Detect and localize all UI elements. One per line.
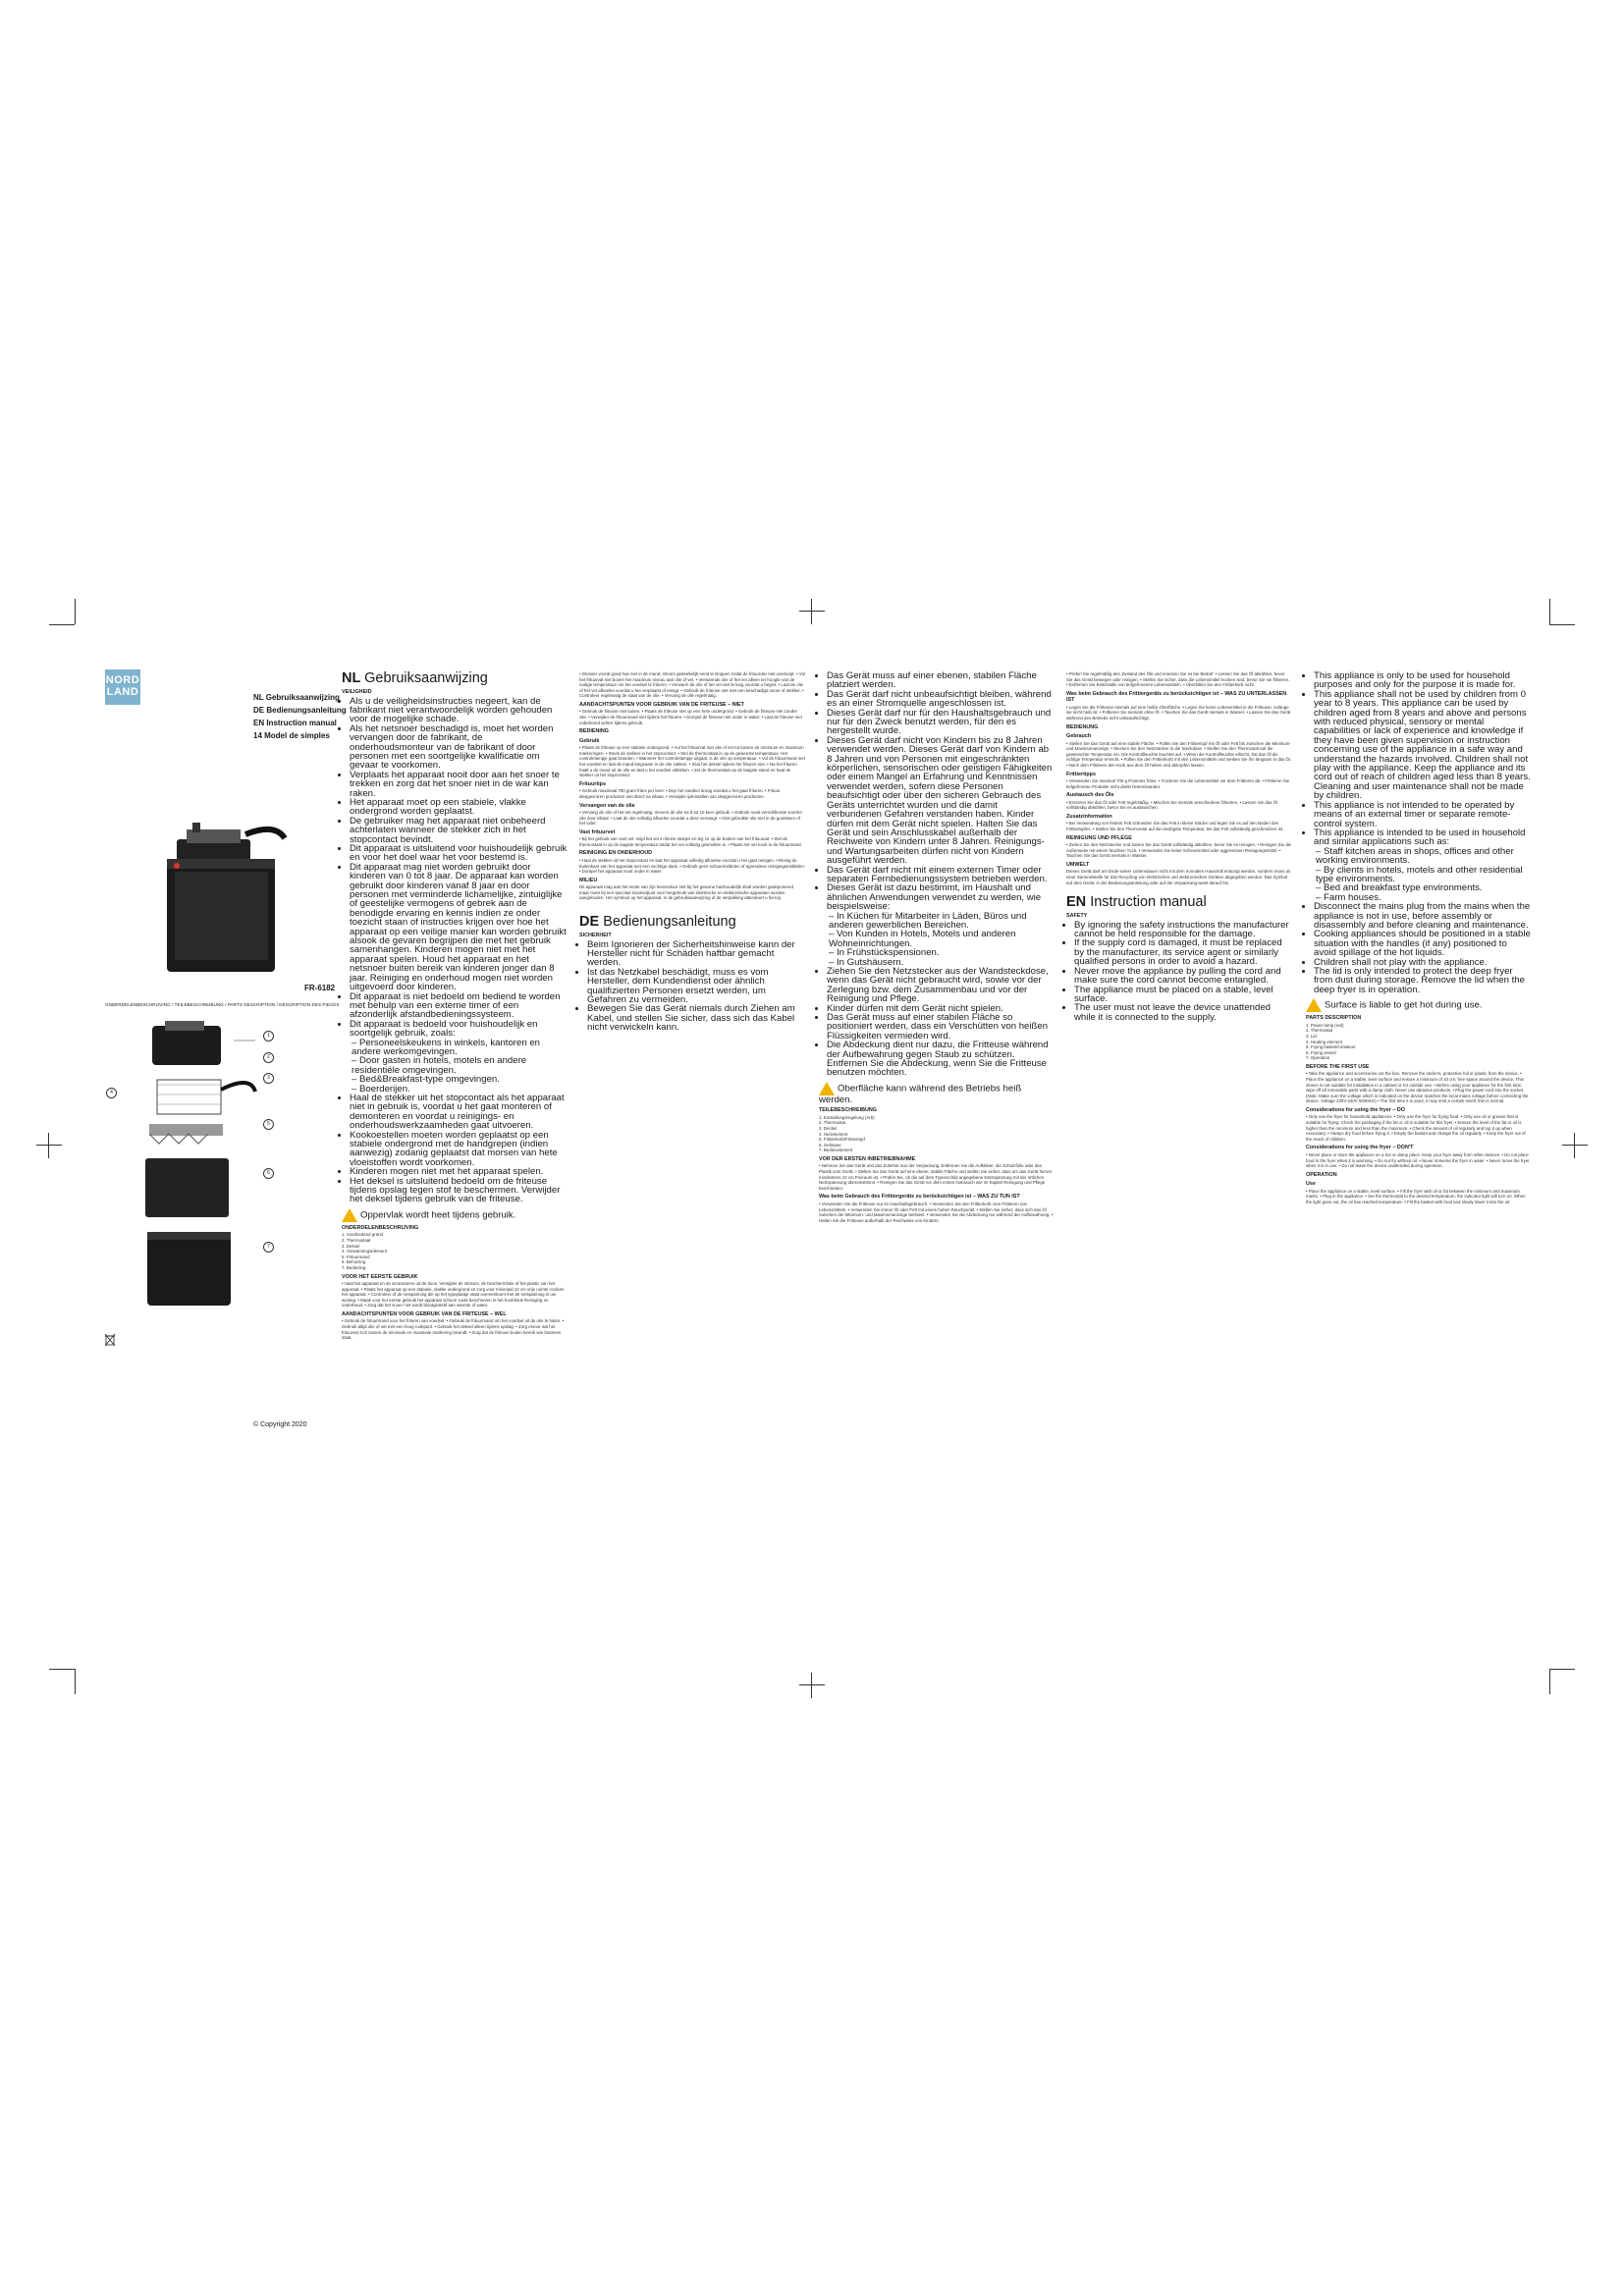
callout-2: 2: [263, 1052, 274, 1063]
crop-mark: [75, 599, 76, 624]
en-safety-list: [1066, 921, 1292, 1022]
en-parts-list: 1. Power lamp (red) 2. Thermostat 3. Lid 4. Heating element 5. Frying basket/container 6. Frying vessel 7. Operation: [1306, 1022, 1356, 1061]
en-op-text: • Place the appliance on a stable, level surface. • Fill the fryer with oil or fat between the minimum and maximum marks. • Plug in the appliance. • Set the thermostat to the desired temperature; the indicator light will turn on. When the light goes out, the oil has reached temperature. • Fill the basket with food and slowly lower it into the oil.: [1306, 1188, 1526, 1204]
list-item: • Die Abdeckung dient nur dazu, die Fritteuse während der Aufbewahrung gegen Staub zu schützen. Entfernen Sie die Abdeckung, wenn Sie die Fritteuse benutzen möchten.: [827, 1041, 1055, 1078]
nl-fat-heading: Vast frituurvet: [579, 828, 616, 835]
en-safety-heading: SAFETY: [1066, 913, 1088, 920]
nl-env-text: Dit apparaat mag aan het einde van zijn levensduur niet bij het gewone huishoudelijk afval worden gedeponeerd, maar moet bij een speciaal inzamelpunt voor hergebruik van elektrische en elektronische apparaten worden aangeboden. Het symbool op het apparaat, in de gebruiksaanwijzing of de verpakking attendeert u hierop.: [579, 884, 795, 901]
de-use-dont-heading: Was beim Gebrauch des Frittiergeräts zu berücksichtigen ist – WAS ZU UNTERLASSEN IST: [1066, 690, 1287, 704]
callout-1: 1: [263, 1031, 274, 1041]
crop-mark: [1549, 599, 1550, 624]
list-item: • Kookoestellen moeten worden geplaatst op een stabiele ondergrond met de handgrepen (indien aanwezig) zodanig geplaatst dat morsen van hete vloeistoffen wordt voorkomen.: [350, 1131, 568, 1168]
en-safety-list-2: [1306, 902, 1532, 994]
nl-parts-heading: ONDERDELENBESCHRIJVING: [342, 1224, 419, 1231]
registration-mark: [1562, 1133, 1588, 1158]
en-op-heading: OPERATION: [1306, 1171, 1337, 1178]
list-item: • Das Gerät darf nicht mit einem externen Timer oder separaten Fernbedienungssystem betrieben werden.: [827, 866, 1055, 884]
de-env-text: Dieses Gerät darf am Ende seiner Lebensdauer nicht mit dem normalen Hausmüll entsorgt werden, sondern muss an einer Sammelstelle für das Recycling von elektrischen und elektronischen Geräten abgegeben werden. Das Symbol auf dem Gerät, in der Bedienungsanleitung oder auf der Verpackung weist darauf hin.: [1066, 869, 1291, 885]
en-dont-heading: Considerations for using the fryer – DON'T: [1306, 1145, 1414, 1151]
nl-safety-heading: VEILIGHEID: [342, 689, 372, 695]
weee-bin-icon: [104, 1333, 116, 1347]
registration-mark: [799, 1673, 825, 1698]
list-item: • Het deksel is uitsluitend bedoeld om de friteuse tijdens opslag tegen stof te beschermen. Verwijder het deksel tijdens gebruik van de friteuse.: [350, 1177, 568, 1204]
language-menu: [253, 691, 347, 742]
en-safety-list-cont: [1306, 671, 1532, 847]
callout-3: 3: [263, 1073, 274, 1084]
list-item: • Het apparaat moet op een stabiele, vlakke ondergrond worden geplaatst.: [350, 798, 568, 817]
list-item: • Dieses Gerät ist dazu bestimmt, im Haushalt und ähnlichen Anwendungen verwendet zu werden, wie beispielsweise:: [827, 883, 1055, 911]
nl-clean-text: • Haal de stekker uit het stopcontact en laat het apparaat volledig afkoelen voordat u het gaat reinigen. • Reinig de buitenkant van het apparaat met een vochtige doek. • Gebruik geen schuurmiddelen of agressieve reinigingsmiddelen. • Dompel het apparaat nooit onder in water.: [579, 857, 805, 875]
nl-use-text: • Plaats de friteuse op een stabiele ondergrond. • Vul het frituurvat met olie of vet tot tussen de minimum en maximum markeringen. • Steek de stekker in het stopcontact. • Stel de thermostaat in op de gewenste temperatuur. Het controlelampje gaat branden. • Wanneer het controlelampje uitgaat, is de olie op temperatuur. • Vul de frituurmand met het voedsel en laat de mand langzaam in de olie zakken. • Sluit het deksel tijdens het frituren niet. • Na het frituren haalt u de mand uit de olie en laat u het voedsel uitlekken. • Zet de thermostaat op de laagste stand en haal de stekker uit het stopcontact.: [579, 745, 805, 778]
de-hot-surface: Oberfläche kann während des Betriebs heiß werden.: [819, 1083, 1022, 1105]
de-use-sub: Gebrauch: [1066, 733, 1092, 740]
nl-first-use-text: • Haal het apparaat en de accessoires uit de doos. Verwijder de stickers, de beschermfolie of het plastic van het apparaat. • Plaats het apparaat op een stabiele, vlakke ondergrond en zorg voor minimaal 10 cm vrije ruimte rondom het apparaat. • Controleer of de netspanning die op het typeplaatje staat overeenkomt met de netspanning in uw woning. • Maak voor het eerste gebruik het apparaat schoon zoals beschreven in het hoofdstuk Reiniging en onderhoud. • Zorg dat het snoer niet wordt blootgesteld aan warmte of water.: [342, 1281, 565, 1308]
de-safety-heading: SICHERHEIT: [579, 933, 612, 939]
en-heading: EN Instruction manual: [1066, 894, 1207, 911]
nl-tips-text: • Gebruik maximaal 700 gram frites per keer. • Dep het voedsel droog voordat u het gaat frituren. • Frituur diepgevroren producten niet direct na elkaar. • Verwijder ijskristallen van diepgevroren producten.: [579, 788, 781, 799]
list-item: • The appliance must be placed on a stable, level surface.: [1074, 986, 1292, 1004]
de-fat-heading: Zusatzinformation: [1066, 813, 1112, 820]
list-item: • Dit apparaat is uitsluitend voor huishoudelijk gebruik en voor het doel waar het voor bestemd is.: [350, 844, 568, 863]
de-clean-text: • Ziehen Sie den Netzstecker und lassen Sie das Gerät vollständig abkühlen, bevor Sie es reinigen. • Reinigen Sie die Außenseite mit einem feuchten Tuch. • Verwenden Sie keine Scheuermittel oder aggressiven Reinigungsmittel. • Tauchen Sie das Gerät niemals in Wasser.: [1066, 842, 1292, 859]
nl-tips-heading: Frituurtips: [579, 780, 606, 787]
nl-oil-text: • Vervang de olie of het vet regelmatig. Ververs de olie na 8 tot 10 keer gebruik. • Gebruik nooit verschillende soorten olie door elkaar. • Laat de olie volledig afkoelen voordat u deze vervangt. • Giet gebruikte olie niet in de gootsteen of het toilet.: [579, 810, 802, 827]
exploded-diagram: [118, 1021, 275, 1315]
crop-mark: [75, 1669, 76, 1694]
crop-mark: [49, 624, 75, 625]
figure-caption: ONDERDELENBESCHRIJVING / TEILEBESCHREIBUNG / PARTS DESCRIPTION / DESCRIPTION DES PIECES: [105, 1002, 340, 1007]
crop-mark: [1549, 1669, 1575, 1670]
fryer-product-image: [147, 805, 304, 987]
list-item: • The lid is only intended to protect the deep fryer from dust during storage. Remove the lid when the deep fryer is in operation.: [1314, 967, 1532, 994]
nl-attention-not-text: • Gebruik de friteuse niet buiten. • Plaats de friteuse niet op een hete ondergrond. • Gebruik de friteuse niet zonder olie. • Verwijder de frituurmand niet tijdens het frituren. • Dompel de friteuse niet onder in water. • Laat de friteuse niet onbeheerd achter tijdens gebruik.: [579, 709, 802, 725]
en-sub-list: – Staff kitchen areas in shops, offices and other working environments. – By clients in hotels, motels and other residential type environments. – Bed and breakfast type environments. – Farm houses.: [1316, 845, 1523, 903]
de-fat-text: • Bei Verwendung von festem Fett schneiden Sie das Fett in kleine Stücke und legen Sie es auf den Boden des Frittiertopfes. • Stellen Sie den Thermostat auf die niedrigste Temperatur, bis das Fett vollständig geschmolzen ist.: [1066, 821, 1284, 831]
de-column-4: [1066, 671, 1292, 1022]
list-item: • Das Gerät darf nicht unbeaufsichtigt bleiben, während es an einer Stromquelle angeschlossen ist.: [827, 690, 1055, 709]
warning-icon: [342, 1208, 357, 1222]
list-item: • Haal de stekker uit het stopcontact als het apparaat niet in gebruik is, voordat u het gaat monteren of demonteren en voordat u reinigings- en onderhoudswerkzaamheden gaat uitvoeren.: [350, 1094, 568, 1131]
de-use-do-heading: Was beim Gebrauch des Frittiergeräts zu berücksichtigen ist – WAS ZU TUN IST: [819, 1194, 1020, 1201]
en-section: [1066, 895, 1292, 1022]
de-section: [579, 915, 805, 1033]
nl-use-sub: Gebruik: [579, 737, 600, 744]
de-clean-heading: REINIGUNG UND PFLEGE: [1066, 834, 1132, 841]
list-item: • Das Gerät muss auf einer ebenen, stabilen Fläche platziert werden.: [827, 671, 1055, 690]
list-item: • Dieses Gerät darf nicht von Kindern bis zu 8 Jahren verwendet werden. Dieses Gerät darf von Kindern ab 8 Jahren und von Personen mit eingeschränkten körperlichen, sensorischen oder geistigen Fähigkeiten oder einem Mangel an Erfahrung und Kenntnissen verwendet werden, sofern diese Personen beaufsichtigt oder über den sicheren Gebrauch des Geräts unterrichtet wurden und die damit verbundenen Gefahren verstanden haben. Kinder dürfen mit dem Gerät nicht spielen. Halten Sie das Gerät und sein Anschlusskabel außerhalb der Reichweite von Kindern unter 8 Jahren. Reinigungs- und Wartungsarbeiten dürfen nicht von Kindern ausgeführt werden.: [827, 736, 1055, 866]
brand-logo: NORD LAND: [105, 669, 140, 705]
de-oil-text: • Ersetzen Sie das Öl oder Fett regelmäßig. • Mischen Sie niemals verschiedene Ölsorten. • Lassen Sie das Öl vollständig abkühlen, bevor Sie es austauschen.: [1066, 799, 1277, 811]
list-item: • Dit apparaat mag niet worden gebruikt door kinderen van 0 tot 8 jaar. De apparaat kan worden gebruikt door kinderen vanaf 8 jaar en door personen met verminderde lichamelijke, zintuiglijke of geestelijke vermogens of gebrek aan de benodigde ervaring en kennis indien ze onder toezicht staan of instructies krijgen over hoe het apparaat op een veilige manier kan worden gebruikt alsook de gevaren begrijpen die met het gebruik samenhangen. Kinderen mogen niet met het apparaat spelen. Houd het apparaat en het netsnoer buiten bereik van kinderen jonger dan 8 jaar. Reiniging en onderhoud mogen niet worden uitgevoerd door kinderen.: [350, 863, 568, 992]
model-number: FR-6182: [304, 984, 336, 992]
de-first-use-heading: VOR DER ERSTEN INBETRIEBNAHME: [819, 1155, 916, 1162]
de-env-heading: UMWELT: [1066, 861, 1090, 868]
callout-4: 4: [106, 1088, 117, 1098]
list-item: • This appliance is intended to be used in household and similar applications such as:: [1314, 828, 1532, 847]
nl-first-use-heading: VOOR HET EERSTE GEBRUIK: [342, 1273, 418, 1280]
en-first-use-heading: BEFORE THE FIRST USE: [1306, 1063, 1370, 1070]
nl-attention-not-heading: AANDACHTSPUNTEN VOOR GEBRUIK VAN DE FRITEUSE – NIET: [579, 701, 744, 708]
de-use-dont-text: • Legen Sie die Fritteuse niemals auf eine heiße Oberfläche. • Legen Sie keine Lebensmittel in die Fritteuse, solange sie nicht heiß ist. • Frittieren Sie niemals ohne Öl. • Tauchen Sie das Gerät niemals in Wasser. • Lassen Sie das Gerät während des Betriebs nicht unbeaufsichtigt.: [1066, 704, 1291, 721]
nl-safety-list: [342, 697, 568, 1039]
list-item: • Disconnect the mains plug from the mains when the appliance is not in use, before assembly or disassembly and before cleaning and maintenance.: [1314, 902, 1532, 930]
list-item: • Ziehen Sie den Netzstecker aus der Wandsteckdose, wenn das Gerät nicht gebraucht wird, sowie vor der Zerlegung bzw. dem Zusammenbau und vor der Reinigung und Pflege.: [827, 967, 1055, 1004]
nl-oil-heading: Vervangen van de olie: [579, 802, 635, 809]
list-item: • Cooking appliances should be positioned in a stable situation with the handles (if any) positioned to avoid spillage of the hot liquids.: [1314, 930, 1532, 957]
menu-item-model: 14 Model de simples: [253, 731, 330, 740]
list-item: • This appliance is only to be used for household purposes and only for the purpose it is made for.: [1314, 671, 1532, 690]
nl-column-1: [342, 671, 568, 1341]
nl-safety-list-2: [342, 1094, 568, 1204]
de-use-do-text: • Verwenden Sie die Fritteuse nur im Haushaltsgebrauch. • Verwenden Sie den Frittierkorb zum Frittieren von Lebensmitteln. • Verwenden Sie immer Öl oder Fett mit einem hohen Rauchpunkt. • Stellen Sie sicher, dass sich das Öl zwischen der Minimum- und Maximumanzeige befindet. • Verwenden Sie die Abdeckung nur während der Aufbewahrung. • Halten Sie die Fritteuse außerhalb der Reichweite von Kindern.: [819, 1201, 1054, 1223]
nl-column-2: [579, 671, 805, 1033]
crop-mark: [49, 1669, 75, 1670]
menu-item-de: DE Bedienungsanleitung: [253, 706, 347, 715]
list-item: • Never move the appliance by pulling the cord and make sure the cord cannot become entangled.: [1074, 967, 1292, 986]
de-heading: DE Bedienungsanleitung: [579, 914, 736, 931]
nl-clean-heading: REINIGING EN ONDERHOUD: [579, 850, 652, 857]
callout-7: 7: [263, 1242, 274, 1253]
list-item: • The user must not leave the device unattended while it is connected to the supply.: [1074, 1003, 1292, 1022]
nl-attention-heading: AANDACHTSPUNTEN VOOR GEBRUIK VAN DE FRITEUSE – WEL: [342, 1310, 507, 1317]
list-item: • By ignoring the safety instructions the manufacturer cannot be held responsible for the damage.: [1074, 921, 1292, 939]
en-do-heading: Considerations for using the fryer – DO: [1306, 1106, 1405, 1113]
en-do-text: • Only use the fryer for household appliances. • Only use the fryer for frying food. • Only use oil or grease that is suitable for frying. Check the packaging if the fat or oil is suitable for this fryer. • Ensure the level of the fat or oil is higher than the minimum and less than the maximum. • Check the amount of oil regularly and top it up when necessary. • Always dry food before frying it. • Empty the basket and change the oil regularly. • Keep the fryer out of the reach of children.: [1306, 1114, 1526, 1142]
de-tips-heading: Frittiertipps: [1066, 771, 1096, 777]
crop-mark: [1549, 1669, 1550, 1694]
list-item: • Ist das Netzkabel beschädigt, muss es vom Hersteller, dem Kundendienst oder ähnlich qualifizierten Personen ersetzt werden, um Gefahren zu vermeiden.: [587, 968, 805, 1005]
en-op-sub: Use: [1306, 1181, 1316, 1188]
registration-mark: [799, 599, 825, 624]
list-item: • De gebruiker mag het apparaat niet onbeheerd achterlaten wanneer de stekker zich in het stopcontact bevindt.: [350, 817, 568, 844]
de-safety-list: [579, 940, 805, 1033]
copyright: © Copyright 2020: [253, 1421, 307, 1428]
list-item: • Als het netsnoer beschadigd is, moet het worden vervangen door de fabrikant, de onderhoudsmonteur van de fabrikant of door personen met een soortgelijke kwalificatie om gevaar te voorkomen.: [350, 724, 568, 771]
de-first-use-text: • Nehmen Sie das Gerät und das Zubehör aus der Verpackung. Entfernen Sie die Aufkleber, die Schutzfolie oder das Plastik vom Gerät. • Stellen Sie das Gerät auf eine ebene, stabile Fläche und stellen Sie sicher, dass um das Gerät herum mindestens 10 cm Freiraum ist. • Prüfen Sie, ob die auf dem Typenschild angegebene Netzspannung mit der örtlichen Netzspannung übereinstimmt. • Reinigen Sie das Gerät vor dem ersten Gebrauch wie im Kapitel Reinigung und Pflege beschrieben.: [819, 1163, 1053, 1191]
de-parts-heading: TEILEBESCHREIBUNG: [819, 1107, 878, 1114]
registration-mark: [36, 1133, 62, 1158]
de-use-heading: BEDIENUNG: [1066, 723, 1099, 730]
de-parts-list: 1. Einstellungsregelung (Arb) 2. Thermostat 3. Deckel 4. Heizelement 5. Frittierkorb/Frittiertopf 6. Gehäuse 7. Bedienelement: [819, 1114, 875, 1153]
de-use-do-cont: • Prüfen Sie regelmäßig den Zustand des Öls und ersetzen Sie es bei Bedarf. • Lassen Sie das Öl abkühlen, bevor Sie das Gerät bewegen oder reinigen. • Stellen Sie sicher, dass die Lebensmittel trocken sind, bevor Sie sie frittieren. • Entfernen Sie Eiskristalle von tiefgefrorenen Lebensmitteln. • Überfüllen Sie den Frittierkorb nicht.: [1066, 671, 1290, 688]
nl-fat-text: • Bij het gebruik van vast vet: snijd het vet in kleine stukjes en leg ze op de bodem van het frituurvat. • Stel de thermostaat in op de laagste temperatuur totdat het vet volledig gesmolten is. • Plaats het vet nooit in de frituurmand.: [579, 836, 802, 847]
list-item: • Dit apparaat is niet bedoeld om bediend te worden met behulp van een externe timer of een afzonderlijk afstandbedieningssysteem.: [350, 992, 568, 1020]
list-item: • This appliance is not intended to be operated by means of an external timer or separate remote-control system.: [1314, 801, 1532, 828]
en-hot-surface: Surface is liable to get hot during use.: [1306, 998, 1532, 1012]
en-dont-text: • Never place or store the appliance on a hot or damp place. Keep your fryer away from other devices. • Do not place food in the fryer when it is warming. • Do not fry without oil. • Never immerse the fryer in water. • Never move the fryer when it is in use. • Do not leave the device unattended during operation.: [1306, 1151, 1530, 1169]
warning-icon: [1306, 998, 1322, 1012]
list-item: • If the supply cord is damaged, it must be replaced by the manufacturer, its service agent or similarly qualified persons in order to avoid a hazard.: [1074, 938, 1292, 966]
crop-mark: [1549, 624, 1575, 625]
list-item: • This appliance shall not be used by children from 0 year to 8 years. This appliance can be used by children aged from 8 years and above and persons with reduced physical, sensory or mental capabilities or lack of experience and knowledge if they have been given supervision or instruction concerning use of the appliance in a safe way and understand the hazards involved. Children shall not play with the appliance. Keep the appliance and its cord out of reach of children aged less than 8 years. Cleaning and user maintenance shall not be made by children.: [1314, 690, 1532, 801]
nl-attention-text: • Gebruik de frituurmand voor het frituren van voedsel. • Gebruik de frituurmand om het voedsel uit de olie te halen. • Gebruik altijd olie of vet met een hoog rookpunt. • Gebruik het deksel alleen tijdens opslag. • Zorg ervoor dat het frituurvet zich tussen de minimale en maximale markering bevindt. • Zorg dat de friteuse buiten bereik van kinderen staat.: [342, 1318, 565, 1341]
list-item: • Beim Ignorieren der Sicherheitshinweise kann der Hersteller nicht für Schäden haftbar gemacht werden.: [587, 940, 805, 968]
list-item: • Als u de veiligheidsinstructies negeert, kan de fabrikant niet verantwoordelijk worden gehouden voor de mogelijke schade.: [350, 697, 568, 724]
menu-item-en: EN Instruction manual: [253, 719, 337, 727]
nl-use-heading: BEDIENING: [579, 728, 609, 735]
nl-sub-list: – Personeelskeukens in winkels, kantoren en andere werkomgevingen. – Door gasten in hotels, motels en andere residentiële omgevingen. – Bed&Breakfast-type omgevingen. – Boerderijen.: [352, 1037, 540, 1095]
en-first-use-text: • Take the appliance and accessories out the box. Remove the stickers, protective foil or plastic from the device. • Place the appliance on a stable, level surface and ensure a minimum of 10 cm. free space around the device. This device is not suitable for installation in a cabinet or for outside use. • Before using your appliance for the first time, wipe off all removable parts with a damp cloth. Never use abrasive products. • Plug the power cord into the socket. (Note: Make sure the voltage which is indicated on the device matches the local mains voltage before connecting the device. Voltage 220V-240V 50/60Hz) • The first time it is used, it may emit a certain smell; this is normal.: [1306, 1071, 1529, 1104]
list-item: • Dieses Gerät darf nur für den Haushaltsgebrauch und nur für den Zweck benutzt werden, für den es hergestellt wurde.: [827, 709, 1055, 736]
en-column-5: [1306, 671, 1532, 1204]
callout-5: 5: [263, 1119, 274, 1130]
list-item: • Kinderen mogen niet met het apparaat spelen.: [350, 1167, 568, 1176]
callout-6: 6: [263, 1168, 274, 1179]
list-item: • Dit apparaat is bedoeld voor huishoudelijk en soortgelijk gebruik, zoals:: [350, 1020, 568, 1039]
de-safety-list-2: [819, 967, 1055, 1078]
nl-hot-surface: Oppervlak wordt heet tijdens gebruik.: [342, 1208, 568, 1222]
list-item: • Children shall not play with the appliance.: [1314, 958, 1532, 967]
de-safety-list-cont: [819, 671, 1055, 912]
nl-parts-list: 1. Voorbiedend grand 2. Thermostaat 3. Deksel 4. Verwarmingselement 5. Frituurmand 6. Behuizing 7. Bediening: [342, 1232, 387, 1270]
de-oil-heading: Austausch des Öls: [1066, 792, 1114, 799]
warning-icon: [819, 1082, 835, 1095]
menu-item-nl: NL Gebruiksaanwijzing: [253, 693, 340, 702]
list-item: • Verplaats het apparaat nooit door aan het snoer te trekken en zorg dat het snoer niet in de war kan raken.: [350, 771, 568, 798]
de-use-text: • Stellen Sie das Gerät auf eine stabile Fläche. • Füllen Sie den Frittiertopf mit Öl oder Fett bis zwischen die Minimum- und Maximumanzeige. • Stecken Sie den Netzstecker in die Steckdose. • Stellen Sie den Thermostat auf die gewünschte Temperatur ein. Die Kontrollleuchte leuchtet auf. • Wenn die Kontrollleuchte erlischt, hat das Öl die richtige Temperatur erreicht. • Füllen Sie den Frittierkorb mit den Lebensmitteln und senken Sie ihn langsam in das Öl. • Nach dem Frittieren den Korb aus dem Öl heben und abtropfen lassen.: [1066, 740, 1292, 768]
en-parts-heading: PARTS DESCRIPTION: [1306, 1015, 1362, 1022]
list-item: • Kinder dürfen mit dem Gerät nicht spielen.: [827, 1004, 1055, 1013]
nl-attention-cont: • Dresser vooral goed hoe niet in de mand, stroom gedeeltelijk eerst te kloppen zodat de frituurolie niet overloopt. • Vul het frituurvat niet boven het maximum niveau aan olie of vet. • Verwarmde olie of het vet alleen ter hoogte van de nodige temperatuur om het voedsel te frituren. • Verwarm de olie of het vet niet te lang voordat u begint. • Laat de olie of het vet afkoelen voordat u het verplaatst of reinigt. • Gebruik de friteuse niet met een beschadigd snoer of stekker. • Controleer regelmatig de staat van de olie. • Vervang de olie regelmatig.: [579, 671, 805, 699]
nl-env-heading: MILIEU: [579, 877, 598, 883]
nl-heading: NL Gebruiksaanwijzing: [342, 670, 488, 686]
list-item: • Bewegen Sie das Gerät niemals durch Ziehen am Kabel, und stellen Sie sicher, dass sich das Kabel nicht verwickeln kann.: [587, 1004, 805, 1032]
list-item: • Das Gerät muss auf einer stabilen Fläche so positioniert werden, dass ein Verschütten von heißen Flüssigkeiten vermieden wird.: [827, 1013, 1055, 1041]
de-column-3: [819, 671, 1055, 1223]
de-sub-list: – In Küchen für Mitarbeiter in Läden, Büros und anderen gewerblichen Bereichen. – Von Kunden in Hotels, Motels und anderen Wohneinrichtungen. – In Frühstückspensionen. – In Gutshäusern.: [829, 910, 1027, 968]
de-tips-text: • Verwenden Sie maximal 700 g Pommes frites. • Trocknen Sie die Lebensmittel vor dem Frittieren ab. • Frittieren Sie tiefgefrorene Produkte nicht direkt hintereinander.: [1066, 778, 1290, 789]
